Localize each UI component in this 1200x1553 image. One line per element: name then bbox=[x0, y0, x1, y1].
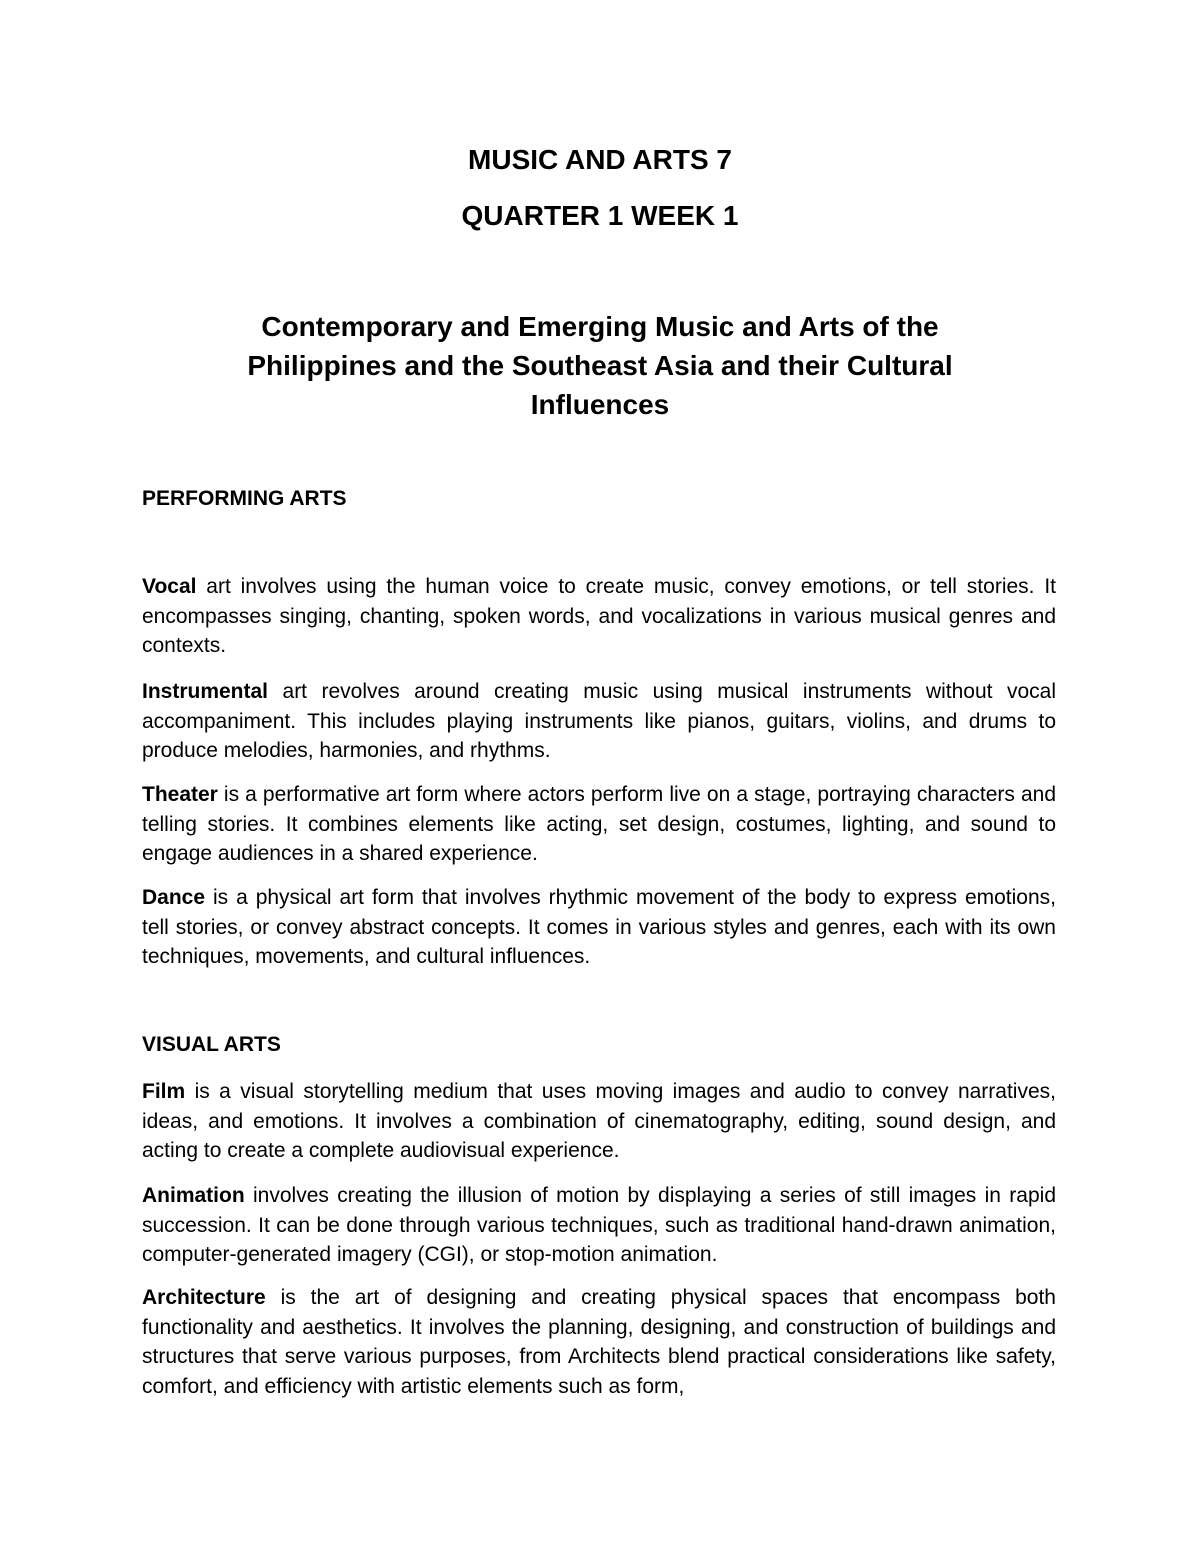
term-vocal: Vocal bbox=[142, 575, 197, 598]
term-dance: Dance bbox=[142, 886, 206, 909]
paragraph-film bbox=[142, 1077, 1056, 1166]
definition-animation: involves creating the illusion of motion by displaying a series of still images in rapid succession. It can be done through various techniques, such as traditional hand-drawn animation, computer-generated imagery (CGI), or stop-motion animation. bbox=[142, 1184, 1056, 1266]
definition-vocal: art involves using the human voice to create music, convey emotions, or tell stories. It encompasses singing, chanting, spoken words, and vocalizations in various musical genres and contexts. bbox=[142, 575, 1056, 657]
term-theater: Theater bbox=[142, 783, 218, 806]
definition-theater: is a performative art form where actors perform live on a stage, portraying characters and telling stories. It combines elements like acting, set design, costumes, lighting, and sound to engage audiences in a shared experience. bbox=[142, 783, 1056, 865]
term-architecture: Architecture bbox=[142, 1286, 266, 1309]
section-heading-performing-arts: PERFORMING ARTS bbox=[142, 487, 347, 510]
paragraph-theater bbox=[142, 780, 1056, 869]
lesson-subtitle: Contemporary and Emerging Music and Arts of the Philippines and the Southeast Asia and their Cultural Influences bbox=[247, 311, 953, 420]
page-title: MUSIC AND ARTS 7 bbox=[468, 144, 732, 175]
paragraph-dance bbox=[142, 883, 1056, 972]
section-heading-visual-arts: VISUAL ARTS bbox=[142, 1033, 281, 1056]
paragraph-animation bbox=[142, 1181, 1056, 1270]
paragraph-instrumental bbox=[142, 677, 1056, 766]
term-film: Film bbox=[142, 1080, 186, 1103]
definition-instrumental: art revolves around creating music using musical instruments without vocal accompaniment. This includes playing instruments like pianos, guitars, violins, and drums to produce melodies, harmonies, and rhythms. bbox=[142, 680, 1056, 762]
definition-architecture: is the art of designing and creating physical spaces that encompass both functionality and aesthetics. It involves the planning, designing, and construction of buildings and structures that serve various purposes, from Architects blend practical considerations like safety, comfort, and efficiency with artistic elements such as form, bbox=[142, 1286, 1056, 1398]
term-instrumental: Instrumental bbox=[142, 680, 269, 703]
term-animation: Animation bbox=[142, 1184, 245, 1207]
paragraph-architecture bbox=[142, 1283, 1056, 1401]
paragraph-vocal bbox=[142, 572, 1056, 661]
definition-dance: is a physical art form that involves rhythmic movement of the body to express emotions, tell stories, or convey abstract concepts. It comes in various styles and genres, each with its own techniques, movements, and cultural influences. bbox=[142, 886, 1056, 968]
definition-film: is a visual storytelling medium that uses moving images and audio to convey narratives, ideas, and emotions. It involves a combination of cinematography, editing, sound design, and acting to create a complete audiovisual experience. bbox=[142, 1080, 1056, 1162]
quarter-week-title: QUARTER 1 WEEK 1 bbox=[461, 200, 739, 231]
